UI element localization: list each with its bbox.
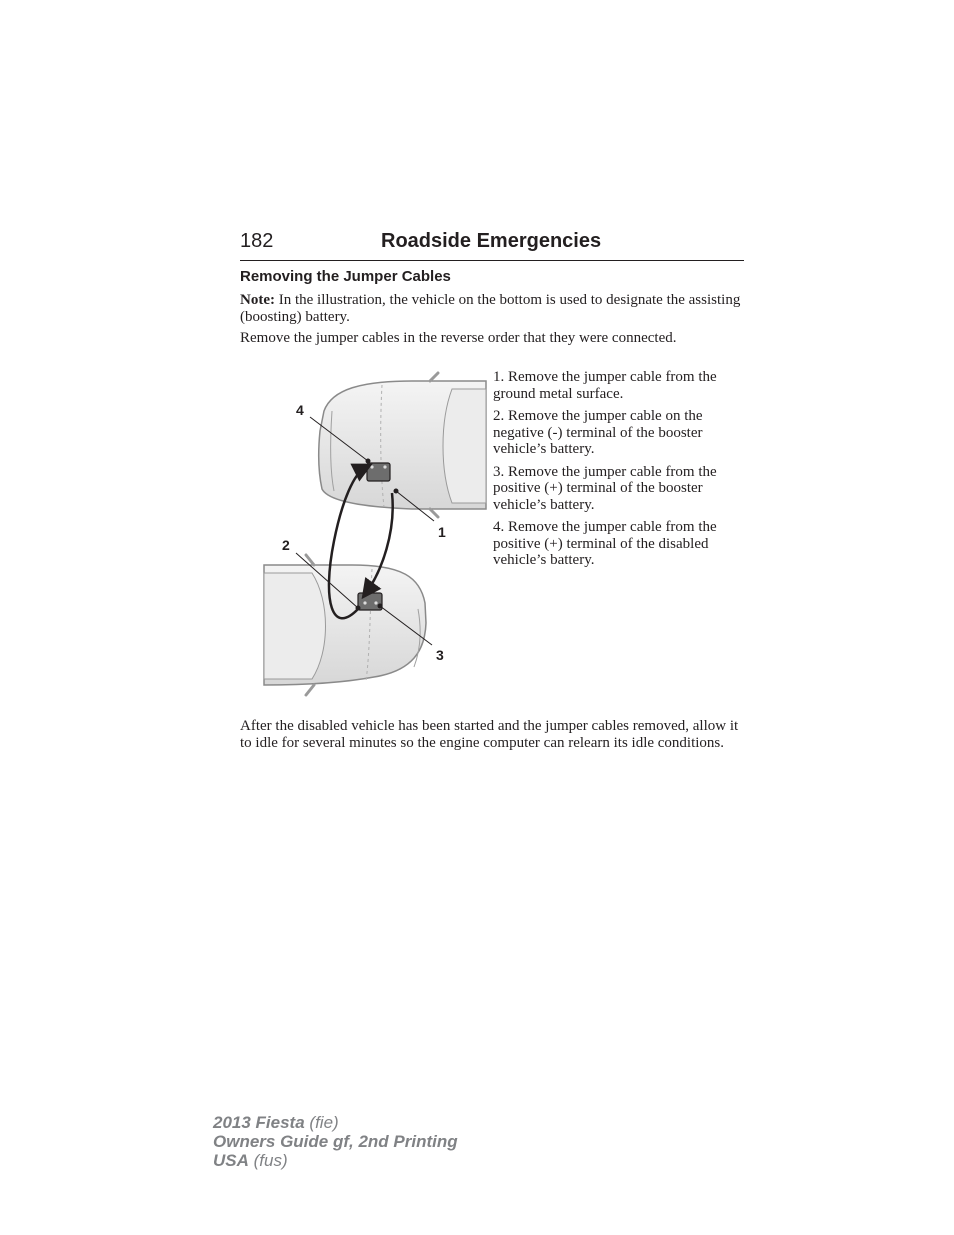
- jumper-cable-illustration: [262, 371, 488, 701]
- document-footer: [213, 1113, 458, 1170]
- note-label: Note:: [240, 292, 275, 308]
- footer-line: Owners Guide gf, 2nd Printing: [213, 1132, 458, 1151]
- callout-2: 2: [282, 537, 290, 553]
- intro-paragraph: Remove the jumper cables in the reverse order that they were connected.: [240, 330, 677, 346]
- step-item: 4. Remove the jumper cable from the positive (+) terminal of the disabled vehicle’s battery.: [493, 519, 717, 568]
- section-title: Removing the Jumper Cables: [240, 268, 451, 285]
- page-number: 182: [240, 230, 274, 252]
- footer-line: USA (fus): [213, 1151, 288, 1170]
- note-text: In the illustration, the vehicle on the bottom is used to designate the assisting (boosting) battery.: [240, 292, 741, 325]
- closing-paragraph: After the disabled vehicle has been started and the jumper cables removed, allow it to idle for several minutes so the engine computer can relearn its idle conditions.: [240, 718, 739, 751]
- cars-diagram: [262, 371, 488, 701]
- note-paragraph: [240, 292, 744, 325]
- step-item: 2. Remove the jumper cable on the negative (-) terminal of the booster vehicle’s battery.: [493, 408, 703, 457]
- step-item: 3. Remove the jumper cable from the positive (+) terminal of the booster vehicle’s battery.: [493, 463, 717, 513]
- callout-1: 1: [438, 524, 446, 540]
- booster-vehicle: [264, 555, 426, 695]
- chapter-title: Roadside Emergencies: [381, 230, 602, 252]
- steps-list: [493, 369, 745, 575]
- page-header: [240, 229, 744, 261]
- callout-4: 4: [296, 402, 304, 418]
- footer-line: 2013 Fiesta (fie): [213, 1113, 339, 1132]
- battery-icon: [367, 463, 390, 481]
- callout-3: 3: [436, 647, 444, 663]
- step-item: 1. Remove the jumper cable from the ground metal surface.: [493, 369, 717, 402]
